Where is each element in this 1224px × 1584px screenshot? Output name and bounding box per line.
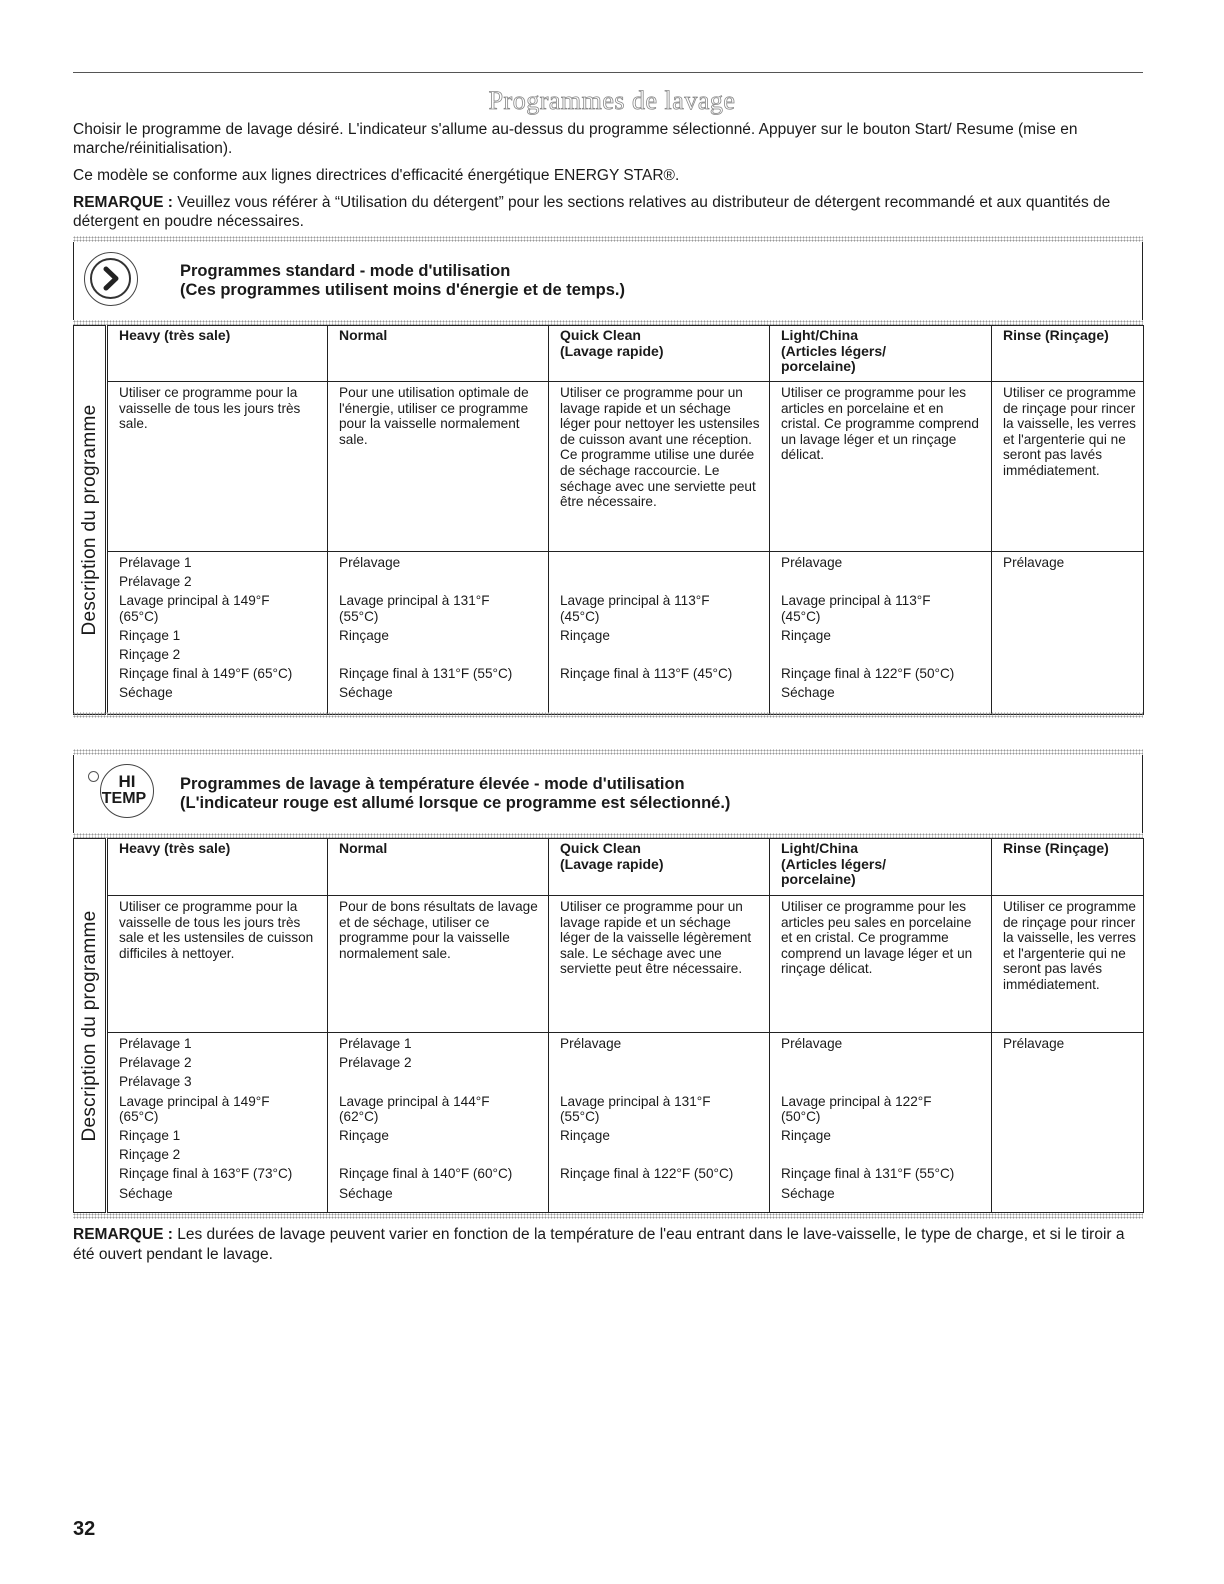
- cycle-step: [1003, 670, 1137, 689]
- cycle-step: Rinçage final à 122°F (50°C): [781, 666, 955, 682]
- cycles-light-china: [770, 1033, 992, 1213]
- cycle-step: [1003, 1074, 1137, 1093]
- cycle-step: Lavage principal à 144°F (62°C): [339, 1093, 490, 1125]
- cycle-step: Séchage: [119, 685, 173, 701]
- top-rule: [73, 72, 1143, 73]
- chevron-right-glyph: [92, 260, 129, 297]
- footer-note-text: Les durées de lavage peuvent varier en fonction de la température de l'eau entrant dans le lave-vaisselle, le type de charge, et si le tiroir a été ouvert pendant le lavage.: [73, 1226, 1125, 1263]
- cycle-step: Rinçage: [339, 627, 389, 643]
- hi-temp-icon-line1: HI: [118, 772, 136, 791]
- cycles-rinse: [992, 1033, 1144, 1213]
- section1-heading: [180, 262, 625, 300]
- note-label: REMARQUE :: [73, 194, 173, 211]
- cycle-step: Séchage: [339, 1185, 393, 1201]
- cycle-step: Prélavage 2: [119, 1055, 192, 1071]
- hi-temp-icon: [100, 764, 154, 818]
- description-light-china: Utiliser ce programme pour les articles en porcelaine et en cristal. Ce programme comprend un lavage léger et un rinçage délicat.: [770, 382, 992, 552]
- section2-heading-line2: (L'indicateur rouge est allumé lorsque ce programme est sélectionné.): [180, 794, 731, 812]
- hi-temp-icon-line2: TEMP: [101, 790, 147, 807]
- cycle-step: Rinçage final à 163°F (73°C): [119, 1166, 293, 1182]
- cycle-step: [339, 1074, 542, 1093]
- cycle-step: [560, 1074, 763, 1093]
- cycle-step: [1003, 613, 1137, 632]
- energy-star-paragraph: Ce modèle se conforme aux lignes directrices d'efficacité énergétique ENERGY STAR®.: [73, 167, 680, 184]
- description-quick-clean: Utiliser ce programme pour un lavage rapide et un séchage léger pour nettoyer les ustensiles de cuisson avant une réception. Ce programme utilise une durée de séchage raccourcie. Le séchage avec une serviette peut être nécessaire.: [549, 382, 770, 552]
- cycles-quick-clean: [549, 552, 770, 715]
- cycles-heavy: [107, 1033, 328, 1213]
- cycle-step: Séchage: [119, 1185, 173, 1201]
- cycle-step: [1003, 1151, 1137, 1170]
- header-rinse: Rinse (Rinçage): [992, 326, 1144, 382]
- section2-heading: [180, 775, 730, 813]
- cycle-step: Prélavage 1: [119, 555, 192, 570]
- cycles-normal: [328, 552, 549, 715]
- description-rinse: Utiliser ce programme de rinçage pour rincer la vaisselle, les verres et l'argenterie qui ne seront pas lavés immédiatement.: [992, 896, 1144, 1033]
- side-label: Description du programme: [78, 404, 100, 636]
- cycle-step: Rinçage final à 140°F (60°C): [339, 1166, 513, 1182]
- cycle-step: Lavage principal à 122°F (50°C): [781, 1093, 932, 1125]
- note-text: Veuillez vous référer à “Utilisation du détergent” pour les sections relatives au distributeur de détergent recommandé et aux quantités de détergent en poudre nécessaires.: [73, 194, 1111, 230]
- cycle-step: [1003, 574, 1137, 593]
- cycle-step: [560, 555, 763, 574]
- header-normal: Normal: [328, 839, 549, 896]
- cycle-step: [781, 1055, 985, 1074]
- cycle-step: [1003, 1094, 1137, 1113]
- description-heavy: Utiliser ce programme pour la vaisselle de tous les jours très sale et les ustensiles de cuisson difficiles à nettoyer.: [107, 896, 328, 1033]
- cycle-step: [560, 1147, 763, 1166]
- cycle-step: [781, 1074, 985, 1093]
- cycle-step: [1003, 1055, 1137, 1074]
- cycle-step: [781, 1147, 985, 1166]
- cycle-step: [339, 1147, 542, 1166]
- cycle-step: Lavage principal à 113°F (45°C): [781, 593, 931, 624]
- section2-heading-line1: Programmes de lavage à température élevée - mode d'utilisation: [180, 775, 685, 793]
- cycle-step: [1003, 1132, 1137, 1151]
- description-quick-clean: Utiliser ce programme pour un lavage rapide et un séchage léger de la vaisselle légèrement sale. Le séchage avec une serviette peut être nécessaire.: [549, 896, 770, 1033]
- cycle-step: Prélavage: [339, 555, 401, 570]
- cycle-step: Rinçage: [339, 1127, 389, 1143]
- cycle-step: Rinçage: [560, 1127, 610, 1143]
- header-heavy: Heavy (très sale): [107, 326, 328, 382]
- note-paragraph: [73, 193, 1143, 231]
- cycle-step: Rinçage 2: [119, 646, 181, 662]
- cycle-step: Rinçage: [781, 627, 831, 643]
- footer-note: [73, 1225, 1143, 1264]
- cycle-step: Séchage: [781, 1185, 835, 1201]
- cycle-step: Rinçage final à 122°F (50°C): [560, 1166, 734, 1182]
- cycle-step: [1003, 651, 1137, 670]
- side-label: Description du programme: [78, 909, 100, 1142]
- cycle-step: Prélavage: [781, 1036, 843, 1051]
- section1-table: [73, 325, 1144, 715]
- cycle-step: Prélavage: [560, 1036, 622, 1051]
- header-rinse: Rinse (Rinçage): [992, 839, 1144, 896]
- side-label-cell: [74, 326, 107, 715]
- cycles-rinse: [992, 552, 1144, 715]
- cycle-step: Rinçage final à 131°F (55°C): [339, 666, 513, 682]
- chevron-right-icon: [84, 252, 138, 306]
- cycle-step: Rinçage 1: [119, 627, 181, 643]
- cycle-step: [1003, 632, 1137, 651]
- cycle-step: Lavage principal à 131°F (55°C): [339, 593, 490, 624]
- cycle-step: Rinçage 1: [119, 1127, 181, 1143]
- cycle-step: Lavage principal à 149°F (65°C): [119, 593, 270, 624]
- section1-heading-line2: (Ces programmes utilisent moins d'énergie et de temps.): [180, 281, 625, 299]
- page-title: Programmes de lavage: [488, 86, 736, 115]
- section2-bottom-border: [73, 1213, 1143, 1219]
- cycle-step: Prélavage: [781, 555, 843, 570]
- header-heavy: Heavy (très sale): [107, 839, 328, 896]
- side-label-cell: [74, 839, 107, 1213]
- header-light-china: Light/China (Articles légers/ porcelaine): [770, 839, 992, 896]
- cycle-step: Prélavage 3: [119, 1074, 192, 1090]
- indicator-light-icon: [88, 771, 99, 782]
- header-quick-clean: Quick Clean (Lavage rapide): [549, 326, 770, 382]
- cycle-step: Prélavage: [1003, 1036, 1065, 1051]
- cycle-step: Prélavage 1: [119, 1036, 192, 1051]
- cycle-step: [560, 685, 763, 704]
- cycle-step: [1003, 1113, 1137, 1132]
- page-number: 32: [73, 1518, 96, 1540]
- section1-heading-line1: Programmes standard - mode d'utilisation: [180, 262, 511, 280]
- cycle-step: Prélavage: [1003, 555, 1065, 570]
- cycle-step: [1003, 593, 1137, 612]
- cycle-step: Prélavage 2: [119, 574, 192, 590]
- header-normal: Normal: [328, 326, 549, 382]
- cycle-step: Rinçage: [781, 1127, 831, 1143]
- cycle-step: Rinçage 2: [119, 1147, 181, 1163]
- cycle-step: Rinçage final à 149°F (65°C): [119, 666, 293, 682]
- section1-bottom-border: [73, 712, 1143, 718]
- intro-paragraph: Choisir le programme de lavage désiré. L'indicateur s'allume au-dessus du programme sélectionné. Appuyer sur le bouton Start/ Resume (mise en marche/réinitialisation).: [73, 121, 1078, 157]
- cycle-step: Séchage: [781, 685, 835, 701]
- cycle-step: Rinçage final à 131°F (55°C): [781, 1166, 955, 1182]
- cycles-normal: [328, 1033, 549, 1213]
- header-quick-clean: Quick Clean (Lavage rapide): [549, 839, 770, 896]
- description-normal: Pour de bons résultats de lavage et de séchage, utiliser ce programme pour la vaisselle normalement sale.: [328, 896, 549, 1033]
- cycle-step: [339, 647, 542, 666]
- cycles-light-china: [770, 552, 992, 715]
- section2-table: [73, 838, 1144, 1213]
- cycle-step: [781, 647, 985, 666]
- cycle-step: Lavage principal à 131°F (55°C): [560, 1093, 711, 1125]
- cycle-step: [560, 1055, 763, 1074]
- cycle-step: Rinçage: [560, 627, 610, 643]
- description-heavy: Utiliser ce programme pour la vaisselle de tous les jours très sale.: [107, 382, 328, 552]
- cycle-step: Prélavage 2: [339, 1055, 412, 1071]
- description-rinse: Utiliser ce programme de rinçage pour rincer la vaisselle, les verres et l'argenterie qui ne seront pas lavés immédiatement.: [992, 382, 1144, 552]
- footer-note-label: REMARQUE :: [73, 1226, 173, 1243]
- cycle-step: [560, 574, 763, 593]
- cycle-step: [781, 574, 985, 593]
- cycle-step: Rinçage final à 113°F (45°C): [560, 666, 733, 682]
- cycle-step: [1003, 1170, 1137, 1189]
- cycles-quick-clean: [549, 1033, 770, 1213]
- cycle-step: Lavage principal à 149°F (65°C): [119, 1093, 270, 1125]
- cycle-step: [560, 647, 763, 666]
- description-normal: Pour une utilisation optimale de l'énergie, utiliser ce programme pour la vaisselle normalement sale.: [328, 382, 549, 552]
- cycle-step: Prélavage 1: [339, 1036, 412, 1051]
- cycle-step: [339, 574, 542, 593]
- header-light-china: Light/China (Articles légers/ porcelaine): [770, 326, 992, 382]
- cycle-step: Séchage: [339, 685, 393, 701]
- cycle-step: Lavage principal à 113°F (45°C): [560, 593, 710, 624]
- description-light-china: Utiliser ce programme pour les articles peu sales en porcelaine et en cristal. Ce programme comprend un lavage léger et un rinçage délicat.: [770, 896, 992, 1033]
- cycles-heavy: [107, 552, 328, 715]
- cycle-step: [560, 1186, 763, 1205]
